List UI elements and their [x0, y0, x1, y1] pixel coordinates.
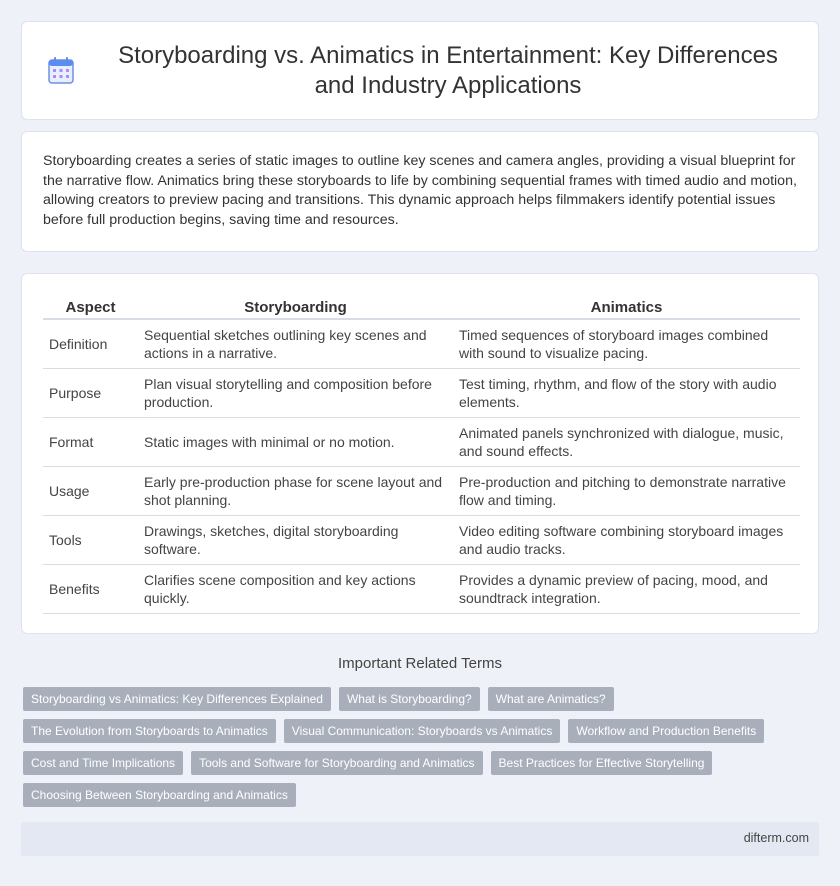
aspect-cell: Usage [43, 466, 138, 515]
comparison-table [43, 291, 800, 614]
aspect-cell: Format [43, 417, 138, 466]
related-term-tag[interactable]: Best Practices for Effective Storytelling [491, 751, 713, 775]
related-term-tag[interactable]: Workflow and Production Benefits [568, 719, 764, 743]
table-row [43, 368, 800, 417]
storyboarding-cell: Static images with minimal or no motion. [138, 417, 453, 466]
intro-card [21, 131, 819, 252]
related-term-tag[interactable]: Storyboarding vs Animatics: Key Differences Explained [23, 687, 331, 711]
animatics-cell: Video editing software combining storyboard images and audio tracks. [453, 515, 800, 564]
storyboarding-cell: Drawings, sketches, digital storyboarding software. [138, 515, 453, 564]
storyboarding-cell: Plan visual storytelling and composition before production. [138, 368, 453, 417]
comparison-card [21, 273, 819, 634]
related-term-tag[interactable]: Choosing Between Storyboarding and Animatics [23, 783, 296, 807]
header-aspect: Aspect [43, 291, 138, 319]
animatics-cell: Provides a dynamic preview of pacing, mood, and soundtrack integration. [453, 564, 800, 613]
footer-site[interactable]: difterm.com [743, 831, 809, 845]
header-card [21, 21, 819, 120]
table-row [43, 417, 800, 466]
header-storyboarding: Storyboarding [138, 291, 453, 319]
animatics-cell: Animated panels synchronized with dialogue, music, and sound effects. [453, 417, 800, 466]
aspect-cell: Definition [43, 319, 138, 368]
related-term-tag[interactable]: The Evolution from Storyboards to Animatics [23, 719, 276, 743]
animatics-cell: Pre-production and pitching to demonstrate narrative flow and timing. [453, 466, 800, 515]
related-terms-title: Important Related Terms [338, 655, 502, 672]
footer [21, 822, 819, 856]
related-terms-list [23, 687, 803, 807]
animatics-cell: Timed sequences of storyboard images combined with sound to visualize pacing. [453, 319, 800, 368]
intro-paragraph: Storyboarding creates a series of static images to outline key scenes and camera angles, providing a visual blueprint for the narrative flow. Animatics bring these storyboards to life by combining sequential frames with timed audio and motion, allowing creators to preview pacing and transitions. This dynamic approach helps filmmakers identify potential issues before full production begins, saving time and resources. [43, 153, 797, 228]
related-term-tag[interactable]: Cost and Time Implications [23, 751, 183, 775]
aspect-cell: Tools [43, 515, 138, 564]
table-row [43, 466, 800, 515]
related-term-tag[interactable]: What are Animatics? [488, 687, 614, 711]
table-row [43, 564, 800, 613]
table-header-row [43, 291, 800, 319]
table-row [43, 319, 800, 368]
storyboarding-cell: Early pre-production phase for scene layout and shot planning. [138, 466, 453, 515]
page-title: Storyboarding vs. Animatics in Entertainment: Key Differences and Industry Applications [118, 41, 778, 99]
storyboarding-cell: Sequential sketches outlining key scenes and actions in a narrative. [138, 319, 453, 368]
aspect-cell: Benefits [43, 564, 138, 613]
header-animatics: Animatics [453, 291, 800, 319]
storyboarding-cell: Clarifies scene composition and key actions quickly. [138, 564, 453, 613]
related-term-tag[interactable]: Visual Communication: Storyboards vs Animatics [284, 719, 561, 743]
animatics-cell: Test timing, rhythm, and flow of the story with audio elements. [453, 368, 800, 417]
related-term-tag[interactable]: What is Storyboarding? [339, 687, 480, 711]
calendar-grid-icon [44, 54, 78, 88]
table-row [43, 515, 800, 564]
aspect-cell: Purpose [43, 368, 138, 417]
related-term-tag[interactable]: Tools and Software for Storyboarding and Animatics [191, 751, 482, 775]
